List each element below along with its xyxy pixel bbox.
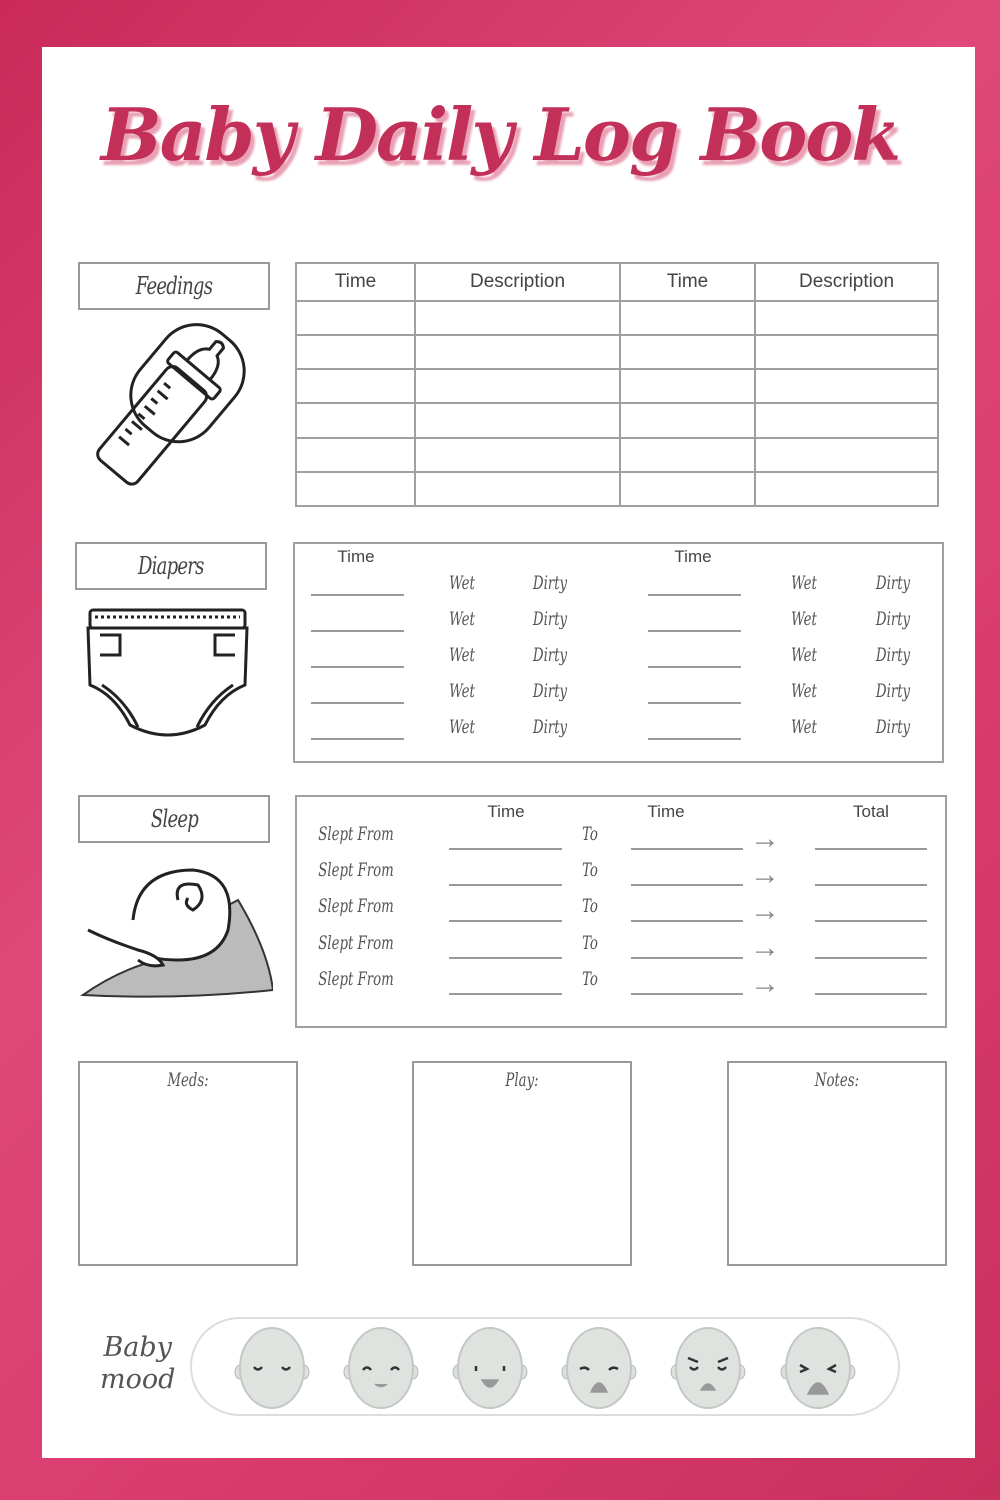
meds-label: Meds: bbox=[167, 1069, 209, 1091]
sleep-total-header: Total bbox=[853, 802, 889, 821]
sleep-start-line[interactable] bbox=[449, 848, 562, 850]
time-entry-line[interactable] bbox=[648, 702, 741, 704]
wet-option[interactable]: Wet bbox=[791, 608, 817, 630]
arrow-right-icon: → bbox=[750, 894, 780, 927]
arrow-right-icon: → bbox=[750, 931, 780, 964]
sleep-total-line[interactable] bbox=[815, 884, 927, 886]
mood-label-line2: mood bbox=[100, 1364, 176, 1395]
dirty-option[interactable]: Dirty bbox=[875, 572, 911, 594]
table-cell[interactable] bbox=[620, 335, 755, 369]
to-label: To bbox=[582, 859, 598, 881]
sleeping-baby-icon bbox=[78, 860, 273, 1000]
time-entry-line[interactable] bbox=[648, 630, 741, 632]
table-row bbox=[296, 403, 938, 437]
sleep-start-line[interactable] bbox=[449, 993, 562, 995]
diapers-label bbox=[75, 542, 267, 590]
notes-label: Notes: bbox=[814, 1069, 860, 1091]
sleep-start-line[interactable] bbox=[449, 884, 562, 886]
slept-from-label: Slept From bbox=[318, 968, 394, 990]
wet-option[interactable]: Wet bbox=[449, 572, 475, 594]
time-entry-line[interactable] bbox=[648, 666, 741, 668]
time-entry-line[interactable] bbox=[311, 666, 404, 668]
sleep-time-header: Time bbox=[647, 802, 685, 821]
dirty-option[interactable]: Dirty bbox=[875, 680, 911, 702]
diaper-time-header: Time bbox=[337, 547, 375, 566]
wet-option[interactable]: Wet bbox=[791, 644, 817, 666]
mood-label-line1: Baby bbox=[103, 1332, 172, 1363]
wet-option[interactable]: Wet bbox=[449, 644, 475, 666]
table-cell[interactable] bbox=[755, 438, 938, 472]
wet-option[interactable]: Wet bbox=[791, 716, 817, 738]
table-cell[interactable] bbox=[755, 301, 938, 335]
time-entry-line[interactable] bbox=[311, 738, 404, 740]
time-entry-line[interactable] bbox=[648, 594, 741, 596]
slept-from-label: Slept From bbox=[318, 823, 394, 845]
play-label: Play: bbox=[505, 1069, 539, 1091]
sleep-end-line[interactable] bbox=[631, 884, 743, 886]
mood-face-content-icon[interactable] bbox=[337, 1322, 425, 1410]
baby-bottle-icon bbox=[75, 320, 250, 495]
arrow-right-icon: → bbox=[750, 967, 780, 1000]
sleep-total-line[interactable] bbox=[815, 848, 927, 850]
sleep-start-line[interactable] bbox=[449, 957, 562, 959]
page-title: Baby Daily Log Book bbox=[100, 92, 900, 177]
to-label: To bbox=[582, 968, 598, 990]
table-cell[interactable] bbox=[296, 438, 415, 472]
sleep-end-line[interactable] bbox=[631, 993, 743, 995]
slept-from-label: Slept From bbox=[318, 932, 394, 954]
table-cell[interactable] bbox=[755, 472, 938, 506]
table-row bbox=[296, 369, 938, 403]
table-cell[interactable] bbox=[620, 438, 755, 472]
dirty-option[interactable]: Dirty bbox=[532, 716, 568, 738]
wet-option[interactable]: Wet bbox=[449, 680, 475, 702]
sleep-end-line[interactable] bbox=[631, 920, 743, 922]
diaper-icon bbox=[80, 605, 255, 745]
table-cell[interactable] bbox=[415, 472, 620, 506]
dirty-option[interactable]: Dirty bbox=[875, 716, 911, 738]
table-cell[interactable] bbox=[415, 438, 620, 472]
table-row bbox=[296, 438, 938, 472]
to-label: To bbox=[582, 895, 598, 917]
table-cell[interactable] bbox=[415, 335, 620, 369]
dirty-option[interactable]: Dirty bbox=[875, 608, 911, 630]
mood-face-happy-icon[interactable] bbox=[446, 1322, 534, 1410]
sleep-label bbox=[78, 795, 270, 843]
col-header-description: Description bbox=[755, 263, 938, 301]
slept-from-label: Slept From bbox=[318, 859, 394, 881]
meds-box[interactable] bbox=[78, 1061, 298, 1266]
mood-face-crying-icon[interactable] bbox=[555, 1322, 643, 1410]
feedings-label bbox=[78, 262, 270, 310]
sleep-total-line[interactable] bbox=[815, 920, 927, 922]
diapers-table bbox=[293, 542, 944, 763]
wet-option[interactable]: Wet bbox=[449, 716, 475, 738]
sleep-end-line[interactable] bbox=[631, 957, 743, 959]
diapers-label-text: Diapers bbox=[138, 552, 204, 580]
to-label: To bbox=[582, 932, 598, 954]
table-row bbox=[296, 301, 938, 335]
arrow-right-icon: → bbox=[750, 822, 780, 855]
table-cell[interactable] bbox=[296, 472, 415, 506]
feedings-label-text: Feedings bbox=[135, 272, 213, 300]
col-header-time: Time bbox=[620, 263, 755, 301]
sleep-label-text: Sleep bbox=[150, 805, 198, 833]
col-header-description: Description bbox=[415, 263, 620, 301]
wet-option[interactable]: Wet bbox=[791, 572, 817, 594]
col-header-time: Time bbox=[296, 263, 415, 301]
table-cell[interactable] bbox=[620, 403, 755, 437]
dirty-option[interactable]: Dirty bbox=[532, 644, 568, 666]
time-entry-line[interactable] bbox=[648, 738, 741, 740]
play-box[interactable] bbox=[412, 1061, 632, 1266]
time-entry-line[interactable] bbox=[311, 630, 404, 632]
table-row bbox=[296, 335, 938, 369]
slept-from-label: Slept From bbox=[318, 895, 394, 917]
time-entry-line[interactable] bbox=[311, 594, 404, 596]
dirty-option[interactable]: Dirty bbox=[532, 680, 568, 702]
table-cell[interactable] bbox=[296, 301, 415, 335]
diaper-time-header: Time bbox=[674, 547, 712, 566]
table-cell[interactable] bbox=[415, 301, 620, 335]
mood-face-sleepy-icon[interactable] bbox=[228, 1322, 316, 1410]
notes-box[interactable] bbox=[727, 1061, 947, 1266]
mood-face-upset-icon[interactable] bbox=[774, 1322, 862, 1410]
mood-face-grumpy-icon[interactable] bbox=[664, 1322, 752, 1410]
table-cell[interactable] bbox=[620, 301, 755, 335]
sleep-time-header: Time bbox=[487, 802, 525, 821]
table-cell[interactable] bbox=[415, 403, 620, 437]
table-cell[interactable] bbox=[296, 335, 415, 369]
dirty-option[interactable]: Dirty bbox=[532, 572, 568, 594]
arrow-right-icon: → bbox=[750, 858, 780, 891]
dirty-option[interactable]: Dirty bbox=[532, 608, 568, 630]
time-entry-line[interactable] bbox=[311, 702, 404, 704]
baby-mood-label bbox=[100, 1332, 175, 1396]
dirty-option[interactable]: Dirty bbox=[875, 644, 911, 666]
sleep-total-line[interactable] bbox=[815, 993, 927, 995]
table-cell[interactable] bbox=[620, 369, 755, 403]
table-cell[interactable] bbox=[755, 369, 938, 403]
table-cell[interactable] bbox=[755, 335, 938, 369]
feedings-table bbox=[295, 262, 939, 507]
table-cell[interactable] bbox=[620, 472, 755, 506]
table-cell[interactable] bbox=[296, 403, 415, 437]
sleep-end-line[interactable] bbox=[631, 848, 743, 850]
table-cell[interactable] bbox=[415, 369, 620, 403]
table-cell[interactable] bbox=[296, 369, 415, 403]
sleep-start-line[interactable] bbox=[449, 920, 562, 922]
sleep-total-line[interactable] bbox=[815, 957, 927, 959]
wet-option[interactable]: Wet bbox=[791, 680, 817, 702]
table-row bbox=[296, 472, 938, 506]
to-label: To bbox=[582, 823, 598, 845]
table-cell[interactable] bbox=[755, 403, 938, 437]
wet-option[interactable]: Wet bbox=[449, 608, 475, 630]
